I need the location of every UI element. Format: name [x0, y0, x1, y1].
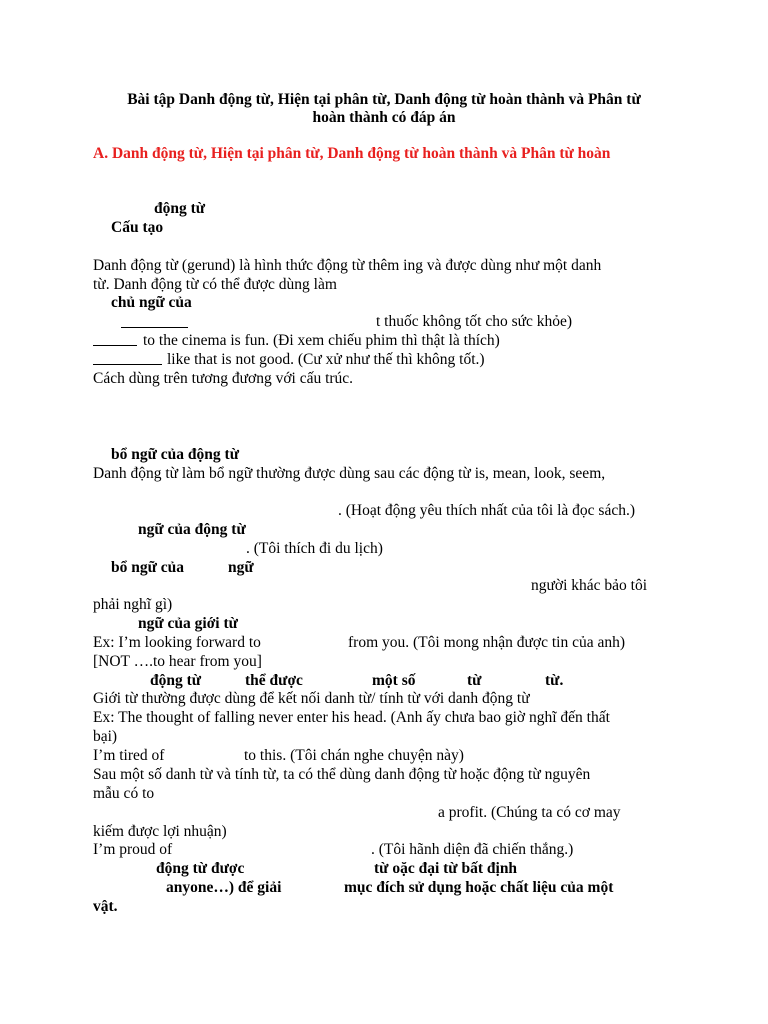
subheading-complement-2a: bổ ngữ của — [111, 559, 185, 576]
object-example: . (Tôi thích đi du lịch) — [246, 540, 383, 557]
subheading-after-a: động từ — [150, 672, 202, 689]
subheading-subject: chủ ngữ của — [111, 294, 192, 311]
paragraph-gerund-line-2: từ. Danh động từ có thể được dùng làm — [93, 276, 337, 293]
subheading-structure: Cấu tạo — [111, 219, 164, 236]
tired-example-a: I’m tired of — [93, 747, 165, 764]
subheading-after-d: từ — [467, 672, 482, 689]
blank-line-2 — [93, 345, 137, 346]
subheading-complement-2b: ngữ — [228, 559, 254, 576]
last-heading-a: động từ được — [156, 860, 245, 877]
complement-example: . (Hoạt động yêu thích nhất của tôi là đọc sách.) — [338, 502, 635, 519]
noun-adjective-rule-line-1: Sau một số danh từ và tính từ, ta có thể dùng danh động từ hoặc động từ nguyên — [93, 766, 591, 783]
preposition-example-b: from you. (Tôi mong nhận được tin của anh) — [348, 634, 626, 651]
subheading-after-c: một số — [372, 672, 416, 689]
tired-example-b: to this. (Tôi chán nghe chuyện này) — [244, 747, 464, 764]
subheading-verb: động từ — [154, 200, 206, 217]
subheading-after-b: thể được — [245, 672, 303, 689]
complement-2-example-line-2: phải nghĩ gì) — [93, 596, 173, 613]
document-title-line-2: hoàn thành có đáp án — [312, 109, 456, 126]
subheading-complement: bổ ngữ của động từ — [111, 446, 239, 463]
last-heading-b: từ oặc đại từ bất định — [374, 860, 518, 877]
blank-line-1 — [121, 327, 188, 328]
proud-example-b: . (Tôi hãnh diện đã chiến thắng.) — [371, 841, 574, 858]
profit-example-line-1: a profit. (Chúng ta có cơ may — [438, 804, 621, 821]
section-a-heading: A. Danh động từ, Hiện tại phân từ, Danh động từ hoàn thành và Phân từ hoàn — [93, 145, 611, 162]
thought-example-line-1: Ex: The thought of falling never enter his head. (Anh ấy chưa bao giờ nghĩ đến thất — [93, 709, 610, 726]
subheading-after-e: từ. — [545, 672, 564, 689]
preposition-not-note: [NOT ….to hear from you] — [93, 653, 262, 670]
preposition-rule: Giới từ thường được dùng để kết nối danh từ/ tính từ với danh động từ — [93, 690, 530, 707]
last-heading-e: vật. — [93, 898, 118, 915]
preposition-example-a: Ex: I’m looking forward to — [93, 634, 261, 651]
subheading-object: ngữ của động từ — [138, 521, 246, 538]
paragraph-gerund-line-1: Danh động từ (gerund) là hình thức động từ thêm ing và được dùng như một danh — [93, 257, 602, 274]
usage-line: Cách dùng trên tương đương với cấu trúc. — [93, 370, 354, 387]
complement-2-example-tail: người khác bảo tôi — [531, 577, 648, 594]
blank-line-3 — [93, 364, 162, 365]
noun-adjective-rule-line-2: mẫu có to — [93, 785, 155, 802]
thought-example-line-2: bại) — [93, 728, 118, 745]
example-2: to the cinema is fun. (Đi xem chiếu phim thì thật là thích) — [143, 332, 500, 349]
profit-example-line-2: kiếm được lợi nhuận) — [93, 823, 227, 840]
last-heading-c: anyone…) để giải — [166, 879, 282, 896]
document-title-line-1: Bài tập Danh động từ, Hiện tại phân từ, Danh động từ hoàn thành và Phân từ — [127, 91, 641, 108]
last-heading-d: mục đích sử dụng hoặc chất liệu của một — [344, 879, 614, 896]
example-3: like that is not good. (Cư xử như thế thì không tốt.) — [167, 351, 485, 368]
subheading-preposition: ngữ của giới từ — [138, 615, 238, 632]
example-1-tail: t thuốc không tốt cho sức khỏe) — [376, 313, 573, 330]
proud-example-a: I’m proud of — [93, 841, 173, 858]
complement-rule: Danh động từ làm bổ ngữ thường được dùng sau các động từ is, mean, look, seem, — [93, 465, 606, 482]
